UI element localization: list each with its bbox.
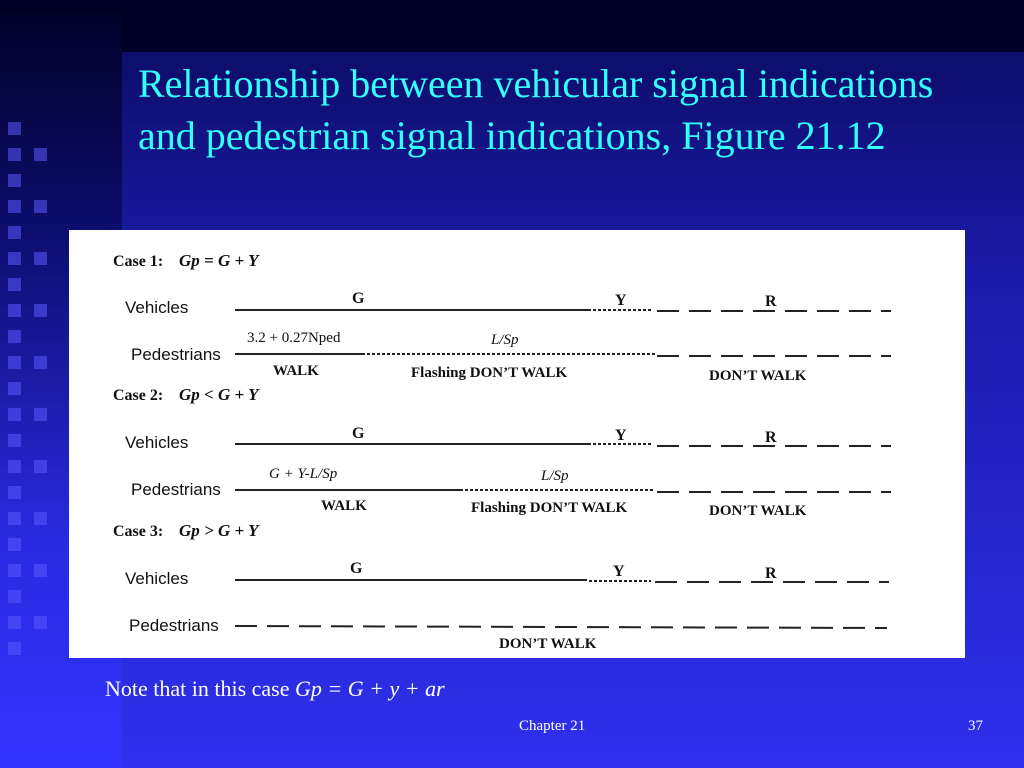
case2-flashing-label: Flashing DON’T WALK xyxy=(471,500,628,516)
case2-pedestrians-label: Pedestrians xyxy=(131,480,221,499)
case1-walk-duration: 3.2 + 0.27Nped xyxy=(247,330,341,346)
case2-walk-label: WALK xyxy=(321,498,367,514)
case3-y-label: Y xyxy=(613,563,625,580)
case1-r-label: R xyxy=(765,293,777,310)
footer-chapter: Chapter 21 xyxy=(519,718,586,734)
case1-flash-duration: L/Sp xyxy=(491,332,519,348)
case2-dontwalk-label: DON’T WALK xyxy=(709,503,807,519)
case3-dontwalk-label: DON’T WALK xyxy=(499,636,597,652)
case3-g-label: G xyxy=(350,560,363,577)
case3-condition: Gp > G + Y xyxy=(179,521,259,540)
note-prefix: Note that in this case xyxy=(105,676,296,701)
signal-timing-figure xyxy=(69,230,965,658)
case2-y-label: Y xyxy=(615,427,627,444)
case2-label: Case 2: xyxy=(113,387,164,404)
case1-pedestrians-label: Pedestrians xyxy=(131,345,221,364)
case1-g-label: G xyxy=(352,290,365,307)
page-number: 37 xyxy=(968,718,983,734)
case1-vehicles-label: Vehicles xyxy=(125,298,189,317)
case3-label: Case 3: xyxy=(113,523,164,540)
case3-r-label: R xyxy=(765,565,777,582)
figure-svg xyxy=(69,230,965,658)
case3-pedestrians-label: Pedestrians xyxy=(129,616,219,635)
case1-y-label: Y xyxy=(615,292,627,309)
case1-label: Case 1: xyxy=(113,253,164,270)
slide-title: Relationship between vehicular signal indications and pedestrian signal indications, Figure 21.12 xyxy=(138,61,934,158)
note-text xyxy=(105,676,445,702)
decorative-top-band xyxy=(122,0,1024,52)
case3-vehicles-label: Vehicles xyxy=(125,569,189,588)
case1-walk-label: WALK xyxy=(273,363,319,379)
case2-g-label: G xyxy=(352,425,365,442)
case1-flashing-label: Flashing DON’T WALK xyxy=(411,365,568,381)
case2-vehicles-label: Vehicles xyxy=(125,433,189,452)
case3-ped-dontwalk-line xyxy=(235,626,887,628)
case2-condition: Gp < G + Y xyxy=(179,385,259,404)
case2-flash-duration: L/Sp xyxy=(541,468,569,484)
case1-condition: Gp = G + Y xyxy=(179,251,259,270)
case2-r-label: R xyxy=(765,429,777,446)
case2-walk-duration: G + Y-L/Sp xyxy=(269,466,338,482)
case1-dontwalk-label: DON’T WALK xyxy=(709,368,807,384)
note-formula: Gp = G + y + ar xyxy=(295,676,445,701)
